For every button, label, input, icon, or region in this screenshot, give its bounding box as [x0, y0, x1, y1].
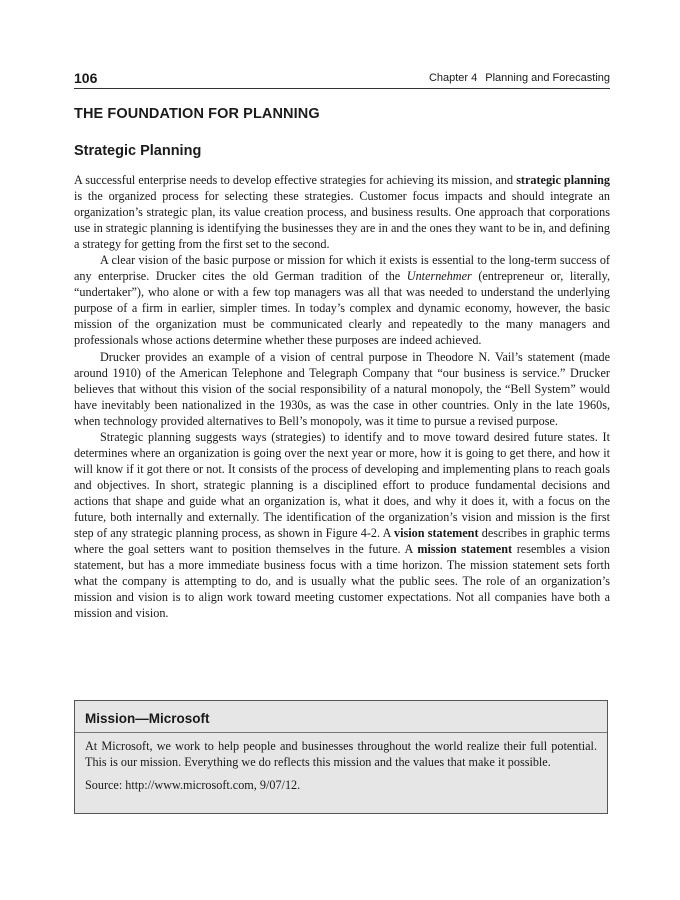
- text-run: A successful enterprise needs to develop effective strategies for achieving its mission, and: [74, 173, 517, 187]
- page-number: 106: [74, 70, 98, 86]
- subsection-title: Strategic Planning: [74, 143, 202, 159]
- term-unternehmer: Unternehmer: [406, 269, 472, 284]
- paragraph-2: [74, 252, 610, 348]
- term-mission-statement: mission statement: [417, 542, 513, 557]
- chapter-label: [429, 72, 610, 84]
- text-run: Strategic planning suggests ways (strategies) to identify and to move toward desired future states. It determines where an organization is going over the next year or more, how it is going to get there, and how it will know if it got there or not. It consists of the process of developing and implementing plans to reach goals and objectives. In short, strategic planning is a disciplined effort to produce fundamental decisions and actions that shape and guide what an organization is, what it does, and why it does it, with a focus on the future, both internally and externally. The identification of the organization’s vision and mission is the first step of any strategic planning process, as shown in Figure 4-2. A: [74, 429, 610, 541]
- text-run: is the organized process for selecting these strategies. Customer focus impacts and should integrate an organization’s strategic plan, its value creation process, and business results. One approach that corporations use in strategic planning is identifying the businesses they are in and the ones they want to be in, and defining a strategy for getting from the first set to the second.: [74, 189, 610, 252]
- callout-source: Source: http://www.microsoft.com, 9/07/12.: [85, 778, 301, 792]
- text-run: resembles a vision statement, but has a more immediate business focus with a time horizon. The mission statement sets forth what the company is attempting to do, and is usually what the public sees. The role of an organization’s mission and vision is to align work toward meeting customer expectations. Not all companies have both a mission and vision.: [74, 542, 610, 621]
- callout-body: [85, 738, 597, 793]
- header-rule: [74, 88, 610, 89]
- paragraph-1: [74, 172, 610, 252]
- running-head: [74, 70, 610, 90]
- section-title: THE FOUNDATION FOR PLANNING: [74, 106, 320, 122]
- term-vision-statement: vision statement: [394, 526, 479, 541]
- chapter-title: Planning and Forecasting: [485, 72, 610, 84]
- callout-box: [74, 700, 608, 814]
- text-run: describes in graphic terms where the goal setters want to position themselves in the future. A: [74, 526, 610, 557]
- paragraph-3: [74, 349, 610, 429]
- callout-text: At Microsoft, we work to help people and businesses throughout the world realize their full potential. This is our mission. Everything we do reflects this mission and the values that make it possible.: [85, 739, 597, 769]
- text-run: (entrepreneur or, literally, “undertaker”), who alone or with a few top managers was all that was needed to understand the underlying purpose of a firm in earlier, simpler times. In today’s complex and dynamic economy, however, the basic mission of the organization must be communicated clearly and repeatedly to the many managers and professionals whose actions determine whether these purposes are indeed achieved.: [74, 269, 610, 348]
- text-run: A clear vision of the basic purpose or mission for which it exists is essential to the long-term success of any enterprise. Drucker cites the old German tradition of the: [74, 253, 610, 284]
- term-strategic-planning: strategic planning: [516, 173, 610, 187]
- text-run: Drucker provides an example of a vision of central purpose in Theodore N. Vail’s statement (made around 1910) of the American Telephone and Telegraph Company that “our business is service.” Drucker believes that without this vision of the social responsibility of a natural monopoly, the “Bell System” would have inevitably been nationalized in the 1930s, as was the case in other countries. Only in the late 1960s, when technology provided alternatives to Bell’s monopoly, was it time to pursue a revised purpose.: [74, 349, 610, 428]
- callout-rule: [75, 732, 607, 733]
- paragraph-4: [74, 429, 610, 622]
- body-text: [74, 172, 610, 621]
- callout-title: Mission—Microsoft: [85, 711, 210, 726]
- chapter-number: Chapter 4: [428, 72, 478, 84]
